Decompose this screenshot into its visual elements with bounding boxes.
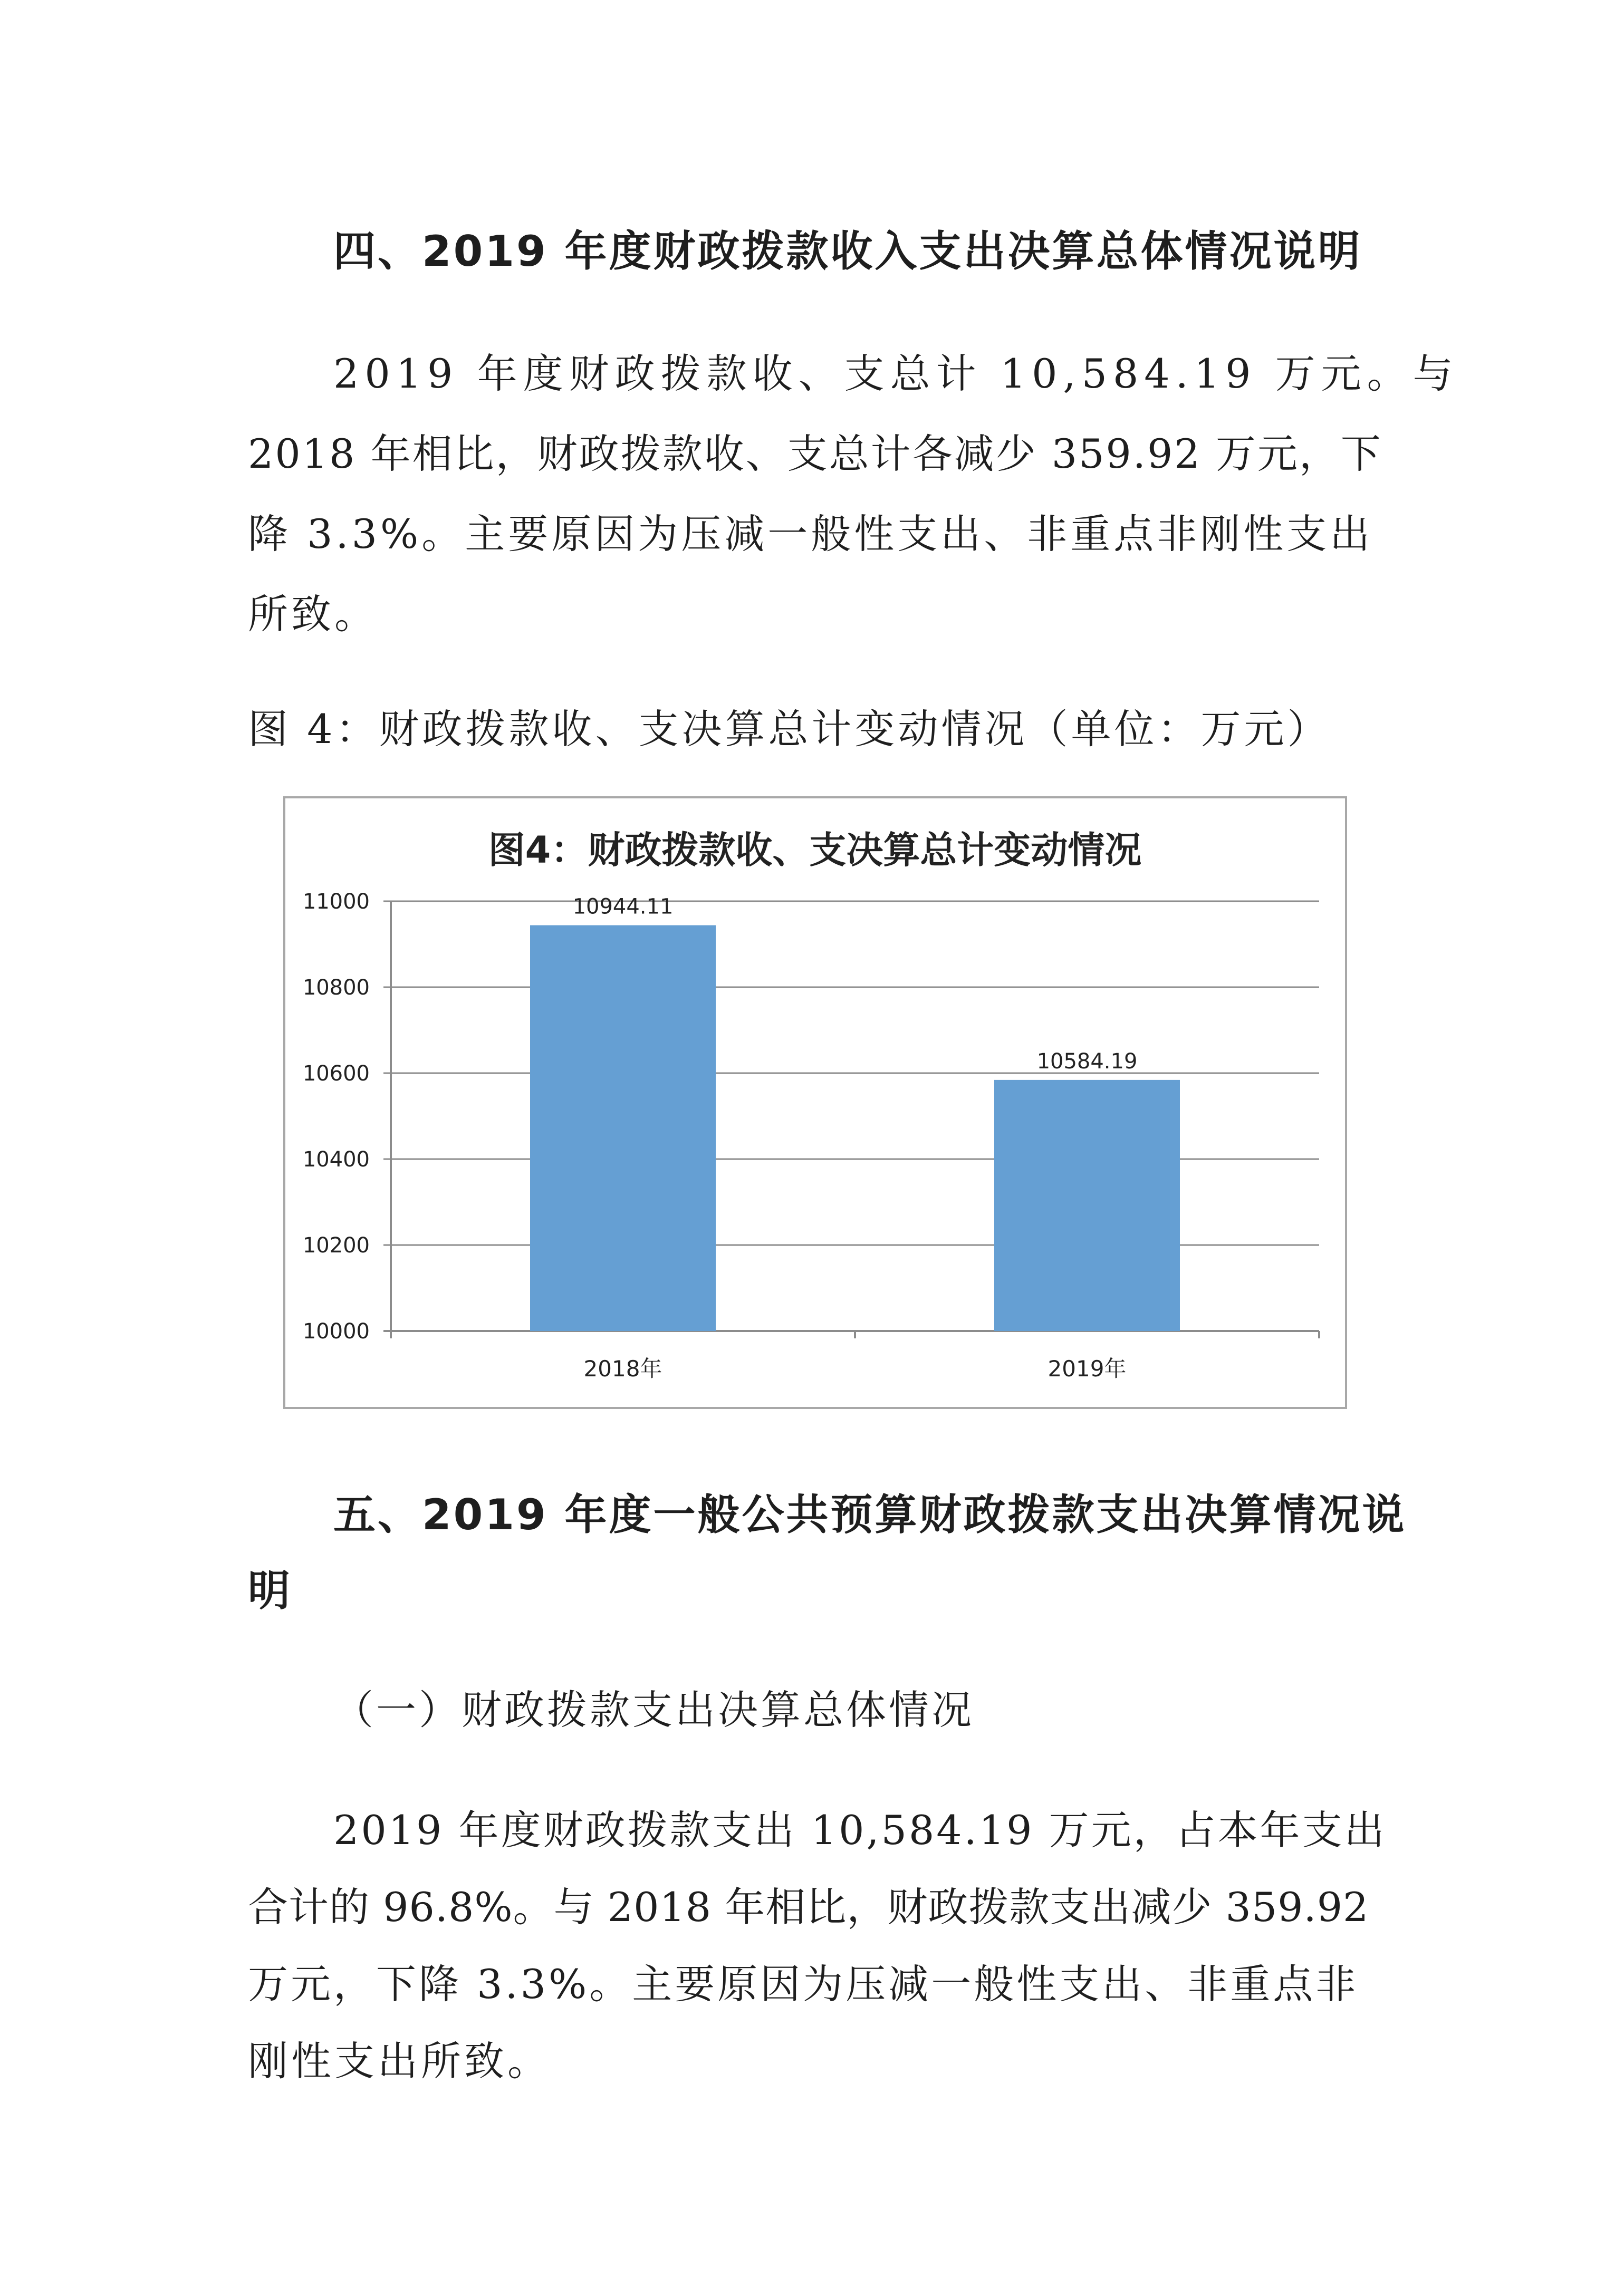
- bar-chart-frame: [283, 796, 1347, 1409]
- x-tick-label: 2019年: [1048, 1356, 1127, 1382]
- x-tick-label: 2018年: [583, 1356, 662, 1382]
- data-label: 10944.11: [572, 894, 674, 919]
- section4-para-line: 所致。: [248, 591, 378, 638]
- y-tick-label: 10600: [302, 1062, 370, 1086]
- y-tick-label: 10200: [302, 1233, 370, 1258]
- chart-title: 图4：财政拨款收、支决算总计变动情况: [488, 828, 1142, 872]
- section5-heading-line: 五、2019 年度一般公共预算财政拨款支出决算情况说: [333, 1490, 1407, 1539]
- section4-heading: 四、2019 年度财政拨款收入支出决算总体情况说明: [333, 227, 1362, 276]
- section5-para-line: 合计的 96.8%。与 2018 年相比，财政拨款支出减少 359.92: [248, 1884, 1369, 1931]
- y-tick-label: 10400: [302, 1147, 370, 1172]
- y-tick-label: 10000: [302, 1319, 370, 1344]
- y-tick-label: 10800: [302, 976, 370, 1000]
- figure-caption: 图 4：财政拨款收、支决算总计变动情况（单位：万元）: [248, 706, 1331, 753]
- section5-para-line: 2019 年度财政拨款支出 10,584.19 万元，占本年支出: [333, 1807, 1387, 1854]
- section5-subheading: （一）财政拨款支出决算总体情况: [333, 1686, 974, 1733]
- bar-2018年: [530, 925, 716, 1331]
- bar-2019年: [994, 1080, 1180, 1331]
- section4-para-line: 2019 年度财政拨款收、支总计 10,584.19 万元。与: [333, 350, 1459, 397]
- section5-para-line: 刚性支出所致。: [248, 2038, 551, 2085]
- y-tick-label: 11000: [302, 890, 370, 914]
- section4-para-line: 降 3.3%。主要原因为压减一般性支出、非重点非刚性支出: [248, 510, 1373, 557]
- bar-chart: [285, 798, 1345, 1407]
- section5-heading-line: 明: [248, 1566, 292, 1615]
- data-label: 10584.19: [1036, 1049, 1138, 1074]
- section4-para-line: 2018 年相比，财政拨款收、支总计各减少 359.92 万元，下: [248, 430, 1382, 477]
- section5-para-line: 万元，下降 3.3%。主要原因为压减一般性支出、非重点非: [248, 1961, 1359, 2008]
